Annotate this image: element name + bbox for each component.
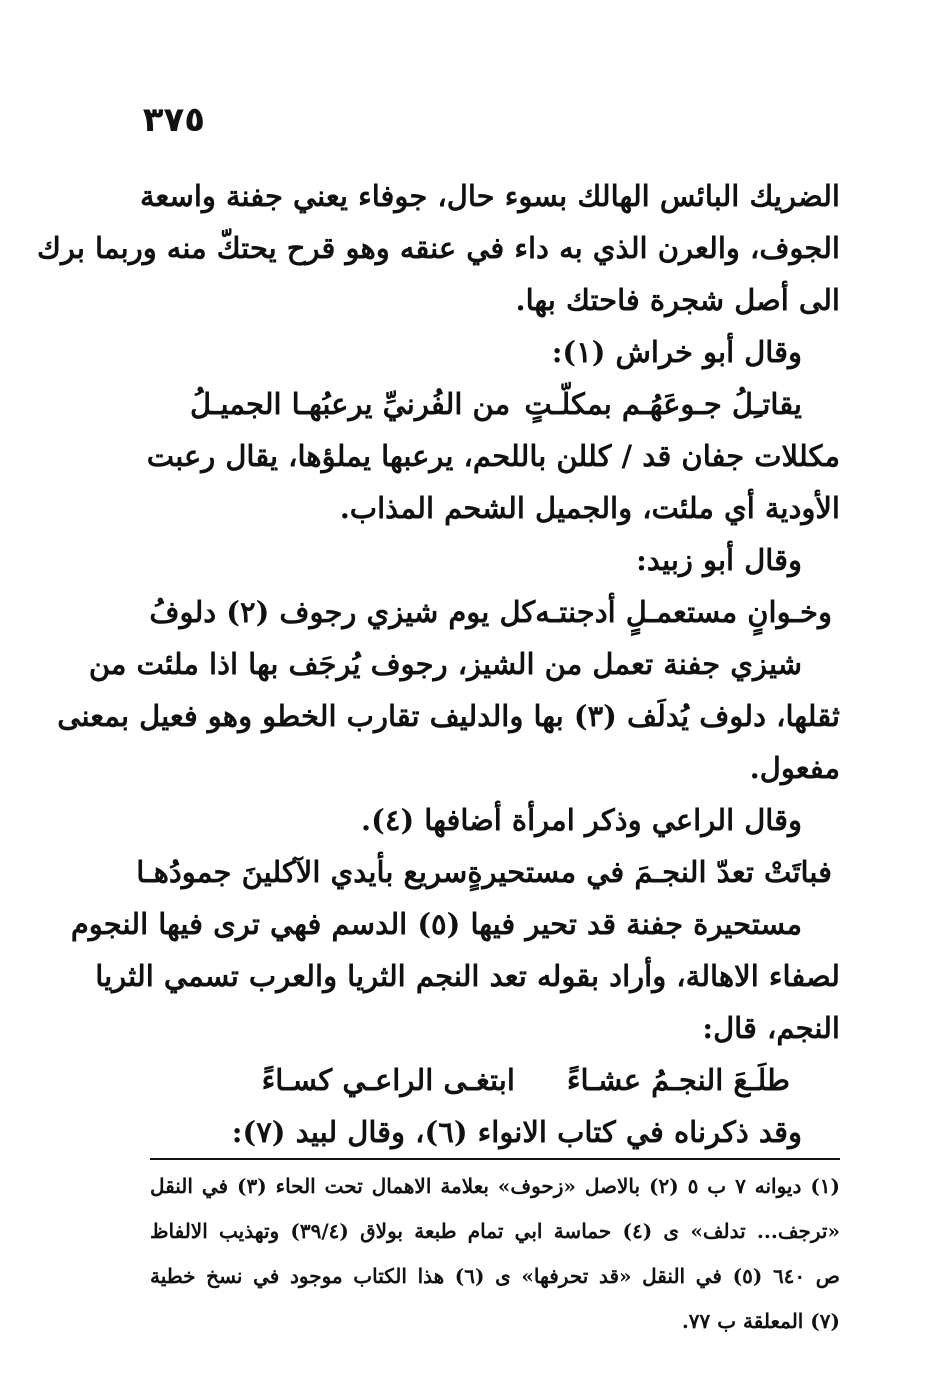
footnote-line: (٧) المعلقة ب ٧٧. bbox=[681, 1309, 840, 1333]
verse-hemistich-first: وخـوانٍ مستعمـلٍ أدجنتـه bbox=[535, 595, 832, 629]
text-line: الى أصل شجرة فاحتك بها. bbox=[515, 283, 840, 317]
footnote-line: «ترجف... تدلف» ى (٤) حماسة ابي تمام طبعة بولاق (٣٩/٤) وتهذيب الالفاظ bbox=[150, 1219, 840, 1243]
verse-intro: وقال أبو زبيد: bbox=[636, 543, 802, 577]
verse-hemistich-second: من الفُرنيِّ يرعبُهـا الجميـلُ bbox=[190, 387, 511, 421]
verse-line bbox=[150, 378, 840, 430]
verse-hemistich-second: كل يوم شيزي رجوف (٢) دلوفُ bbox=[149, 595, 536, 629]
text-line: الأودية أي ملئت، والجميل الشحم المذاب. bbox=[339, 491, 840, 525]
text-line: مستحيرة جفنة قد تحير فيها (٥) الدسم فهي ترى فيها النجوم bbox=[70, 907, 802, 941]
verse-intro: وقال الراعي وذكر امرأة أضافها (٤). bbox=[361, 803, 802, 837]
verse-intro: وقال أبو خراش (١): bbox=[551, 335, 802, 369]
text-line: شيزي جفنة تعمل من الشيز، رجوف يُرجَف بها اذا ملئت من bbox=[88, 647, 802, 681]
footnotes bbox=[150, 1158, 840, 1344]
text-line: النجم، قال: bbox=[702, 1011, 840, 1045]
verse-line bbox=[150, 1054, 840, 1106]
verse-line bbox=[136, 846, 840, 898]
text-line: مفعول. bbox=[749, 751, 840, 785]
verse-hemistich-second: ابتغـى الراعـي كسـاءً bbox=[261, 1063, 515, 1097]
footnote-line: ص ٦٤٠ (٥) في النقل «قد تحرفها» ى (٦) هذا الكتاب موجود في نسخ خطية bbox=[150, 1264, 840, 1288]
page-number: ٣٧٥ bbox=[142, 100, 205, 140]
verse-hemistich-first: فباتَتْ تعدّ النجـمَ في مستحيرةٍ bbox=[467, 855, 832, 889]
text-line: وقد ذكرناه في كتاب الانواء (٦)، وقال لبيد (٧): bbox=[231, 1115, 802, 1149]
verse-hemistich-first: يقاتـِلُ جـوعَهُـم بمكلّـتٍ bbox=[524, 387, 802, 421]
text-line: الجوف، والعرن الذي به داء في عنقه وهو قرح يحتكّ منه وربما برك bbox=[36, 231, 840, 265]
verse-hemistich-second: سريع بأيدي الآكلينَ جمودُهـا bbox=[136, 855, 468, 889]
main-text bbox=[36, 170, 840, 1158]
text-line: مكللات جفان قد / كللن باللحم، يرعبها يملؤها، يقال رعبت bbox=[146, 439, 840, 473]
footnote-line: (١) ديوانه ٧ ب ٥ (٢) بالاصل «زحوف» بعلامة الاهمال تحت الحاء (٣) في النقل bbox=[150, 1174, 841, 1198]
text-line: لصفاء الاهالة، وأراد بقوله تعد النجم الثريا والعرب تسمي الثريا bbox=[95, 959, 840, 993]
text-line: الضريك البائس الهالك بسوء حال، جوفاء يعني جفنة واسعة bbox=[140, 179, 840, 213]
text-line: ثقلها، دلوف يُدلَف (٣) بها والدليف تقارب الخطو وهو فعيل بمعنى bbox=[57, 699, 840, 733]
verse-line bbox=[150, 586, 840, 638]
verse-hemistich-first: طلَـعَ النجـمُ عشـاءً bbox=[566, 1063, 790, 1097]
